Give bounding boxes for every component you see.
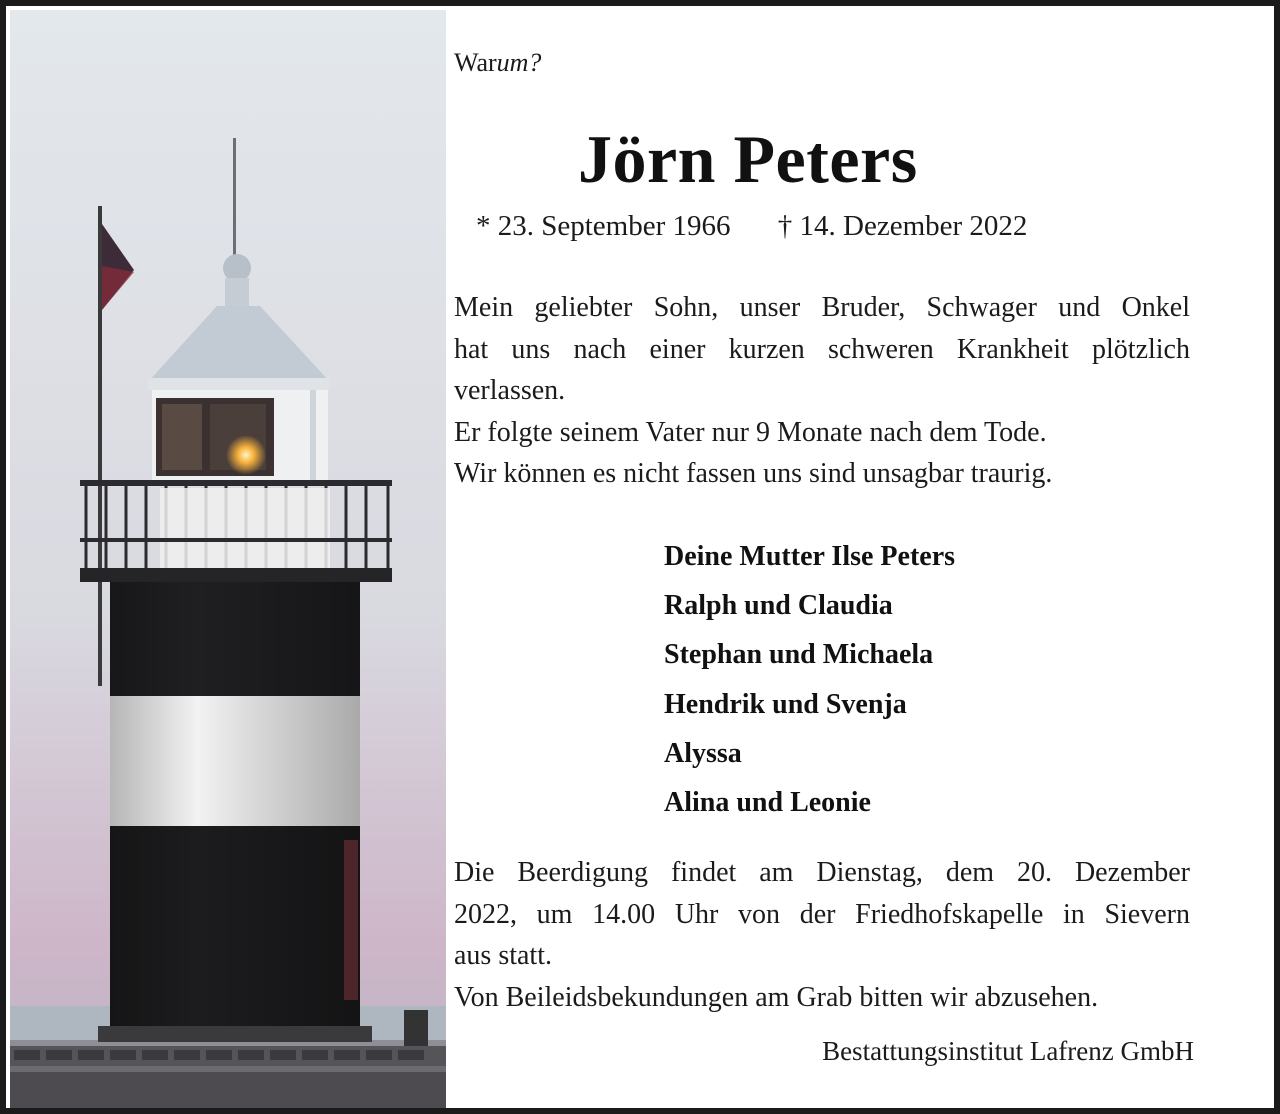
death-date: † 14. Dezember 2022 [777,210,1028,242]
mourner: Alina und Leonie [664,786,871,818]
paragraph-line: Wir können es nicht fassen uns sind unsagbar traurig. [454,458,1053,489]
lighthouse-photo [10,10,446,1108]
life-dates [476,210,1027,243]
intro-start: War [454,48,497,77]
paragraph-line: 2022, um 14.00 Uhr von der Friedhofskapelle in Sievern [454,898,1190,930]
undertaker-name: Bestattungsinstitut Lafrenz GmbH [822,1036,1194,1066]
mourner: Hendrik und Svenja [664,688,907,720]
paragraph-line: hat uns nach einer kurzen schweren Krankheit plötzlich [454,333,1190,365]
paragraph-line: Die Beerdigung findet am Dienstag, dem 20. Dezember [454,857,1190,888]
funeral-paragraph [454,852,1190,1018]
notice-text-column [454,6,1194,1108]
mourners-list [664,536,955,831]
mourner: Deine Mutter Ilse Peters [664,541,956,572]
paragraph-line: Mein geliebter Sohn, unser Bruder, Schwager und Onkel [454,292,1190,323]
mourning-paragraph [454,287,1190,495]
paragraph-line: verlassen. [454,375,566,406]
paragraph-line: aus statt. [454,940,552,971]
intro-end: um? [496,48,542,77]
deceased-name: Jörn Peters [578,121,918,197]
intro-question [454,48,541,78]
birth-date: * 23. September 1966 [476,210,731,242]
obituary-notice [6,6,1274,1108]
paragraph-line: Er folgte seinem Vater nur 9 Monate nach dem Tode. [454,416,1047,448]
mourner: Alyssa [664,737,742,769]
paragraph-line: Von Beileidsbekundungen am Grab bitten wir abzusehen. [454,981,1099,1013]
mourner: Ralph und Claudia [664,590,893,622]
mourner: Stephan und Michaela [664,639,934,671]
